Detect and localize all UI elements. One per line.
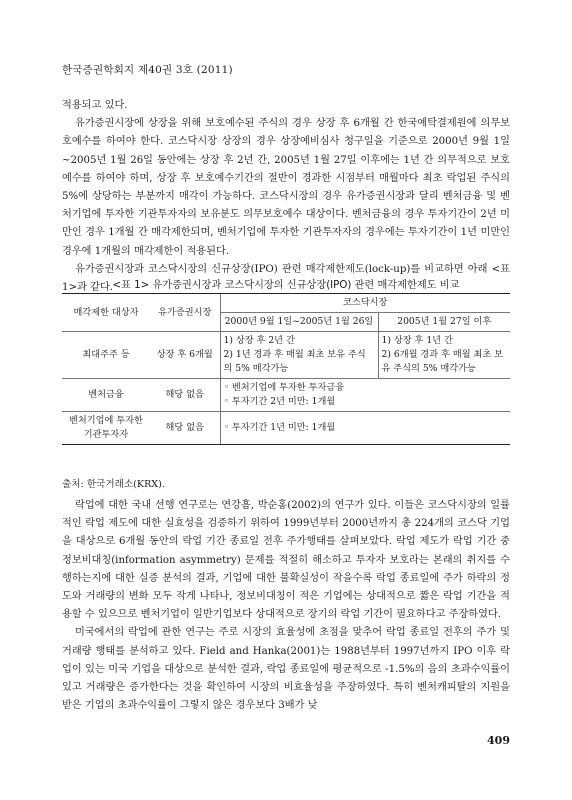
page-number: 409 [487,734,510,747]
table-source-note: 출처: 한국거래소(KRX). [62,479,165,490]
list-item: 2) 1년 경과 후 매월 최초 보유 주식의 5% 매각가능 [223,349,366,374]
table-header-row [62,294,510,313]
paragraph: 미국에서의 락업에 관한 연구는 주로 시장의 효율성에 초점을 맞추어 락업 종료일 전후의 주가 및 거래량 행태를 분석하고 있다. Field and Hanka(2001)는 1988년부터 1997년까지 IPO 이후 락업이 있는 미국 기업을 대상으로 분석한 결과, 락업 종료일에 평균적으로 -1.5%의 음의 초과수익률이 있고 거래량은 증가한다는 것을 확인하여 시장의 비효율성을 주장하였다. 특히 벤처캐피탈의 지원을 받은 기업의 초과수익률이 그렇지 않은 경우보다 3배가 낮 [62,627,510,712]
table-cell: 벤처기업에 투자한 기관투자자 [62,412,150,445]
table-cell [378,332,510,379]
table-cell [220,412,510,445]
table-cell: 최대주주 등 [62,332,150,379]
table-cell: 벤처금융 [62,379,150,412]
list-item: ◦ 투자기간 1년 미만: 1개월 [223,422,336,433]
running-header: 한국증권학회지 제40권 3호 (2011) [62,64,233,76]
list-item: ◦ 벤처기업에 투자한 투자금융 [223,382,345,393]
list-item: 2) 6개월 경과 후 매월 최초 보유 주식의 5% 매각가능 [381,349,504,374]
table-row [62,332,510,379]
body-text-bottom [62,497,510,715]
paragraph: 유가증권시장과 코스닥시장의 신규상장(IPO) 관련 매각제한제도(lock-up)를 비교하면 아래 <표 1>과 같다. [62,263,510,294]
table-row [62,412,510,445]
paragraph: 유가증권시장에 상장을 위해 보호예수된 주식의 경우 상장 후 6개월 간 한국예탁결제원에 의무보호예수를 하여야 한다. 코스닥시장 상장의 경우 상장예비심사 청구일을 기준으로 2000년 9월 1일~2005년 1월 26일 동안에는 상장 후 2년 간, 2005년 1월 27일 이후에는 1년 간 의무적으로 보호예수를 하여야 하며, 상장 후 보호예수기간의 절반이 경과한 시점부터 매월마다 최초 락업된 주식의 5%에 상당하는 부분까지 매각이 가능하다. 코스닥시장의 경우 유가증권시장과 달리 벤처금융 및 벤처기업에 투자한 기관투자자의 보유분도 의무보호예수 대상이다. 벤처금융의 경우 투자기간이 2년 미만인 경우 1개월 간 매각제한되며, 벤처기업에 투자한 기관투자자의 경우에는 투자기간이 1년 미만인 경우에 1개월의 매각제한이 적용된다. [62,118,510,257]
table-cell: 해당 없음 [150,379,220,412]
column-header: 코스닥시장 [220,294,510,313]
table-cell: 상장 후 6개월 [150,332,220,379]
list-item: ◦ 투자기간 2년 미만: 1개월 [223,396,336,407]
paragraph: 락업에 대한 국내 선행 연구로는 연강흠, 박순홍(2002)의 연구가 있다. 이들은 코스닥시장의 일률적인 락업 제도에 대한 실효성을 검증하기 위하여 1999년부터 2000년까지 총 224개의 코스닥 기업을 대상으로 6개월 동안의 락업 기간 종료일 전후 주가행태를 살펴보았다. 락업 제도가 락업 기간 중 정보비대칭(information asymmetry) 문제를 적절히 해소하고 투자자 보호라는 본래의 취지를 수행하는지에 대한 실증 분석의 결과, 기업에 대한 불확실성이 작을수록 락업 종료일에 주가 하락의 정도와 거래량의 변화 모두 작게 나타나, 정보비대칭이 적은 기업에는 상대적으로 짧은 락업 기간을 적용할 수 있으므로 벤처기업이 일반기업보다 상대적으로 장기의 락업 기간이 필요하다고 주장하였다. [62,500,510,621]
table-cell [220,379,510,412]
lockup-comparison-table [62,293,510,445]
table-caption: <표 1> 유가증권시장과 코스닥시장의 신규상장(IPO) 관련 매각제한제도 비교 [112,280,460,291]
column-subheader: 2005년 1월 27일 이후 [378,313,510,332]
list-item: 1) 상장 후 1년 간 [381,335,453,346]
body-text-top [62,97,510,297]
column-header: 매각제한 대상자 [62,294,150,332]
table-cell [220,332,378,379]
paragraph: 적용되고 있다. [62,100,128,111]
column-header: 유가증권시장 [150,294,220,332]
table-row [62,379,510,412]
list-item: 1) 상장 후 2년 간 [223,335,295,346]
column-subheader: 2000년 9월 1일~2005년 1월 26일 [220,313,378,332]
table-cell: 해당 없음 [150,412,220,445]
